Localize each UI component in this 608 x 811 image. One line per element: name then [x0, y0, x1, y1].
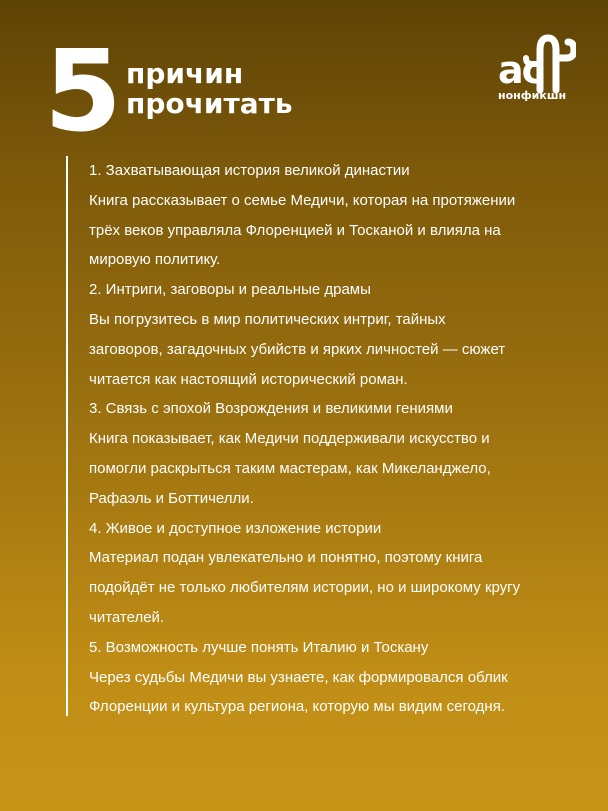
reason-5-heading: 5. Возможность лучше понять Италию и Тоскану — [89, 638, 429, 656]
reason-1-text: трёх веков управляла Флоренцией и Тосканой и влияла на — [89, 221, 501, 239]
reason-1-text: мировую политику. — [89, 251, 221, 269]
title-line-2: прочитать — [126, 87, 293, 120]
reason-3-text: Книга показывает, как Медичи поддерживали искусство и — [89, 430, 490, 448]
reason-4-text: подойдёт не только любителям истории, но и широкому кругу — [89, 579, 521, 597]
big-number: 5 — [44, 27, 120, 157]
reason-2-text: заговоров, загадочных убийств и ярких личностей — сюжет — [89, 340, 506, 358]
reason-4-text: читателей. — [89, 608, 165, 626]
reason-3-text: помогли раскрыться таким мастерам, как Микеланджело, — [89, 459, 491, 477]
reason-1-heading: 1. Захватывающая история великой династии — [89, 162, 410, 179]
reason-4-heading: 4. Живое и доступное изложение истории — [89, 519, 382, 537]
logo-brand-mark: ас — [498, 48, 543, 92]
reason-4-text: Материал подан увлекательно и понятно, поэтому книга — [89, 549, 483, 567]
brand-logo — [496, 28, 576, 108]
header — [0, 0, 608, 157]
reason-3-text: Рафаэль и Боттичелли. — [89, 489, 254, 507]
reason-1-text: Книга рассказывает о семье Медичи, которая на протяжении — [89, 191, 516, 209]
reason-2-text: Вы погрузитесь в мир политических интриг, тайных — [89, 310, 446, 328]
title-line-1: причин — [126, 57, 244, 90]
reasons-list — [66, 156, 558, 716]
reason-2-heading: 2. Интриги, заговоры и реальные драмы — [89, 281, 371, 299]
reason-3-heading: 3. Связь с эпохой Возрождения и великими гениями — [89, 400, 453, 418]
reason-5-text: Через судьбы Медичи вы узнаете, как формировался облик — [89, 668, 508, 686]
reason-5-text: Флоренции и культура региона, которую мы видим сегодня. — [89, 698, 505, 716]
logo-subtitle: нонфикшн — [498, 89, 567, 102]
reason-2-text: читается как настоящий исторический роман. — [89, 370, 408, 388]
